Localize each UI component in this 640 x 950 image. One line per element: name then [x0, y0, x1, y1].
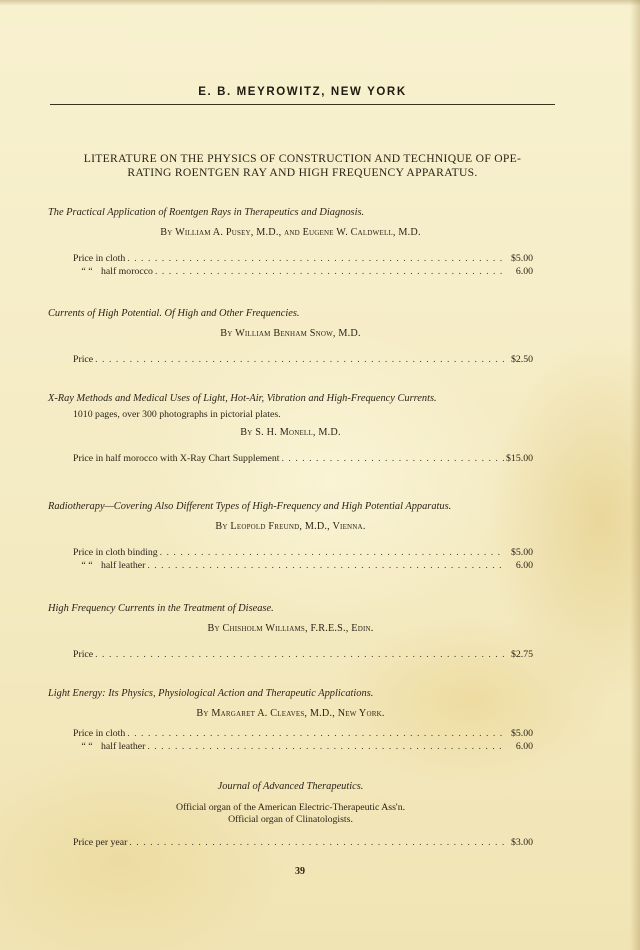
- price-row: [73, 740, 533, 753]
- book-author: By Margaret A. Cleaves, M.D., New York.: [196, 708, 385, 719]
- price-value: $15.00: [506, 453, 533, 464]
- dot-leader: [147, 559, 505, 572]
- header-rule: [50, 104, 555, 105]
- price-row: [73, 648, 533, 661]
- price-row: [73, 727, 533, 740]
- book-entry-pusey-caldwell: [48, 206, 533, 278]
- publisher-header: E. B. MEYROWITZ, NEW YORK: [198, 86, 407, 98]
- price-label: half morocco: [101, 266, 153, 277]
- book-description: 1010 pages, over 300 photographs in pictorial plates.: [73, 409, 281, 420]
- price-value: $2.75: [510, 649, 533, 660]
- book-author: By Chisholm Williams, F.R.E.S., Edin.: [207, 623, 374, 634]
- price-label: Price: [73, 649, 94, 660]
- dot-leader: [155, 265, 505, 278]
- book-entry-cleaves: [48, 687, 533, 753]
- section-heading: [40, 152, 565, 180]
- price-list: [48, 727, 533, 753]
- book-title: High Frequency Currents in the Treatment of Disease.: [48, 603, 274, 614]
- ditto-marks: “ “: [81, 266, 93, 277]
- page-number: 39: [295, 866, 305, 877]
- book-entry-snow: [48, 307, 533, 366]
- journal-title: Journal of Advanced Therapeutics.: [217, 781, 364, 792]
- price-label: half leather: [101, 741, 146, 752]
- price-value: $5.00: [510, 728, 533, 739]
- dot-leader: [160, 546, 505, 559]
- price-list: [48, 252, 533, 278]
- ditto-marks: “ “: [81, 560, 93, 571]
- price-value: $3.00: [510, 837, 533, 848]
- price-label: half leather: [101, 560, 146, 571]
- dot-leader: [282, 452, 505, 465]
- journal-entry: [48, 780, 533, 849]
- section-heading-line-1: LITERATURE ON THE PHYSICS OF CONSTRUCTION AND TECHNIQUE OF OPE-: [83, 152, 522, 165]
- dot-leader: [147, 740, 505, 753]
- book-entry-williams: [48, 602, 533, 661]
- price-label: Price in cloth: [73, 253, 126, 264]
- book-entry-freund: [48, 500, 533, 572]
- dot-leader: [127, 252, 505, 265]
- price-list: [48, 648, 533, 661]
- price-label: Price: [73, 354, 94, 365]
- book-author: By William A. Pusey, M.D., and Eugene W. Caldwell, M.D.: [160, 227, 421, 238]
- book-title: Radiotherapy—Covering Also Different Types of High-Frequency and High Potential Apparatus.: [48, 501, 452, 512]
- price-row: [73, 353, 533, 366]
- price-list: [48, 836, 533, 849]
- book-title: Light Energy: Its Physics, Physiological Action and Therapeutic Applications.: [48, 688, 374, 699]
- price-label: Price in half morocco with X-Ray Chart Supplement: [73, 453, 280, 464]
- price-value: 6.00: [515, 266, 533, 277]
- dot-leader: [127, 727, 505, 740]
- price-value: 6.00: [515, 741, 533, 752]
- price-value: $2.50: [510, 354, 533, 365]
- journal-description-line-1: Official organ of the American Electric-Therapeutic Ass'n.: [175, 802, 406, 813]
- ditto-marks: “ “: [81, 741, 93, 752]
- price-list: [48, 353, 533, 366]
- book-title: X-Ray Methods and Medical Uses of Light, Hot-Air, Vibration and High-Frequency Currents.: [48, 393, 437, 404]
- price-value: $5.00: [510, 547, 533, 558]
- journal-description-line-2: Official organ of Clinatologists.: [228, 814, 353, 825]
- book-author: By Leopold Freund, M.D., Vienna.: [215, 521, 366, 532]
- price-value: $5.00: [510, 253, 533, 264]
- book-author: By S. H. Monell, M.D.: [240, 427, 341, 438]
- book-author: By William Benham Snow, M.D.: [220, 328, 361, 339]
- price-row: [73, 836, 533, 849]
- price-label: Price in cloth binding: [73, 547, 158, 558]
- price-list: [48, 546, 533, 572]
- price-row: [73, 265, 533, 278]
- price-list: [48, 452, 533, 465]
- book-title: Currents of High Potential. Of High and Other Frequencies.: [48, 308, 300, 319]
- price-label: Price in cloth: [73, 728, 126, 739]
- price-value: 6.00: [515, 560, 533, 571]
- dot-leader: [95, 353, 505, 366]
- dot-leader: [129, 836, 505, 849]
- price-label: Price per year: [73, 837, 128, 848]
- price-row: [73, 452, 533, 465]
- dot-leader: [95, 648, 505, 661]
- price-row: [73, 559, 533, 572]
- book-entry-monell: [48, 392, 533, 465]
- book-title: The Practical Application of Roentgen Rays in Therapeutics and Diagnosis.: [48, 207, 365, 218]
- price-row: [73, 252, 533, 265]
- price-row: [73, 546, 533, 559]
- section-heading-line-2: RATING ROENTGEN RAY AND HIGH FREQUENCY APPARATUS.: [127, 166, 478, 179]
